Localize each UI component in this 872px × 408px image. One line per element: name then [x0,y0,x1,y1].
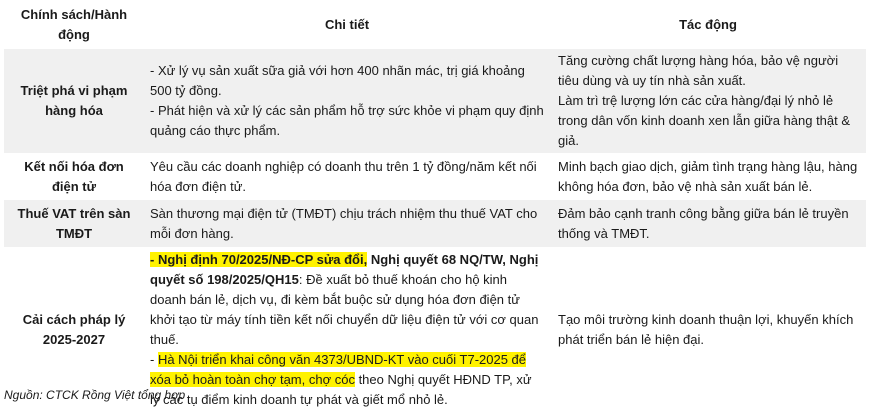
row-action: Cải cách pháp lý 2025-2027 [22,312,126,347]
detail-line [150,250,544,350]
row-action: Thuế VAT trên sàn TMĐT [4,200,144,248]
row-detail: Sàn thương mại điện tử (TMĐT) chịu trách nhiệm thu thuế VAT cho mỗi đơn hàng. [144,200,550,248]
detail-line: - Xử lý vụ sản xuất sữa giả với hơn 400 nhãn mác, trị giá khoảng 500 tỷ đồng. [150,63,525,98]
detail-text: - [150,352,158,367]
row-detail [144,248,550,408]
row-impact: Tạo môi trường kinh doanh thuận lợi, khuyến khích phát triển bán lẻ hiện đại. [558,312,854,347]
source-note: Nguồn: CTCK Rồng Việt tổng hợp [4,388,186,402]
row-detail [144,48,550,154]
row-action: Triệt phá vi phạm hàng hóa [4,48,144,154]
table-row [4,248,866,408]
detail-line [150,350,544,408]
impact-line: Làm trì trệ lượng lớn các cửa hàng/đại lý nhỏ lẻ trong dân vốn kinh doanh xen lẫn giữa hàng thật & giả. [558,93,851,148]
highlight-text: - Nghị định 70/2025/NĐ-CP sửa đổi, [150,252,368,267]
header-action: Chính sách/Hành động [20,6,128,42]
header-detail: Chi tiết [324,16,370,32]
impact-line: Tăng cường chất lượng hàng hóa, bảo vệ người tiêu dùng và uy tín nhà sản xuất. [558,53,839,88]
table-header-row [4,2,866,48]
policy-table [4,2,866,408]
row-impact [550,48,866,154]
row-impact: Đảm bảo cạnh tranh công bằng giữa bán lẻ truyền thống và TMĐT. [550,200,866,248]
table-row [4,154,866,200]
detail-text: theo Nghị quyết HĐND TP, xử lý các tụ điểm kinh doanh tự phát và giết mổ nhỏ lẻ. [150,372,532,407]
table-row [4,200,866,248]
table-row [4,48,866,154]
header-impact: Tác động [679,16,737,32]
row-action: Kết nối hóa đơn điện tử [24,158,124,194]
detail-text: : Đề xuất bỏ thuế khoán cho hộ kinh doanh bán lẻ, dịch vụ, đi kèm bắt buộc sử dụng hóa đơn điện tử khởi tạo từ máy tính tiền kết nối chuyển dữ liệu điện tử với cơ quan thuế. [150,272,539,347]
row-detail: Yêu cầu các doanh nghiệp có doanh thu trên 1 tỷ đồng/năm kết nối hóa đơn điện tử. [150,158,537,194]
detail-line: - Phát hiện và xử lý các sản phẩm hỗ trợ sức khỏe vi phạm quy định quảng cáo thực phẩm. [150,103,544,138]
highlight-text: Hà Nội triển khai công văn 4373/UBND-KT vào cuối T7-2025 để xóa bỏ hoàn toàn chợ tạm, chợ cóc [150,352,527,387]
row-impact: Minh bạch giao dịch, giảm tình trạng hàng lậu, hàng không hóa đơn, bảo vệ nhà sản xuất bán lẻ. [558,158,858,194]
bold-text: Nghị quyết 68 NQ/TW, Nghị quyết số 198/2025/QH15 [150,252,539,287]
